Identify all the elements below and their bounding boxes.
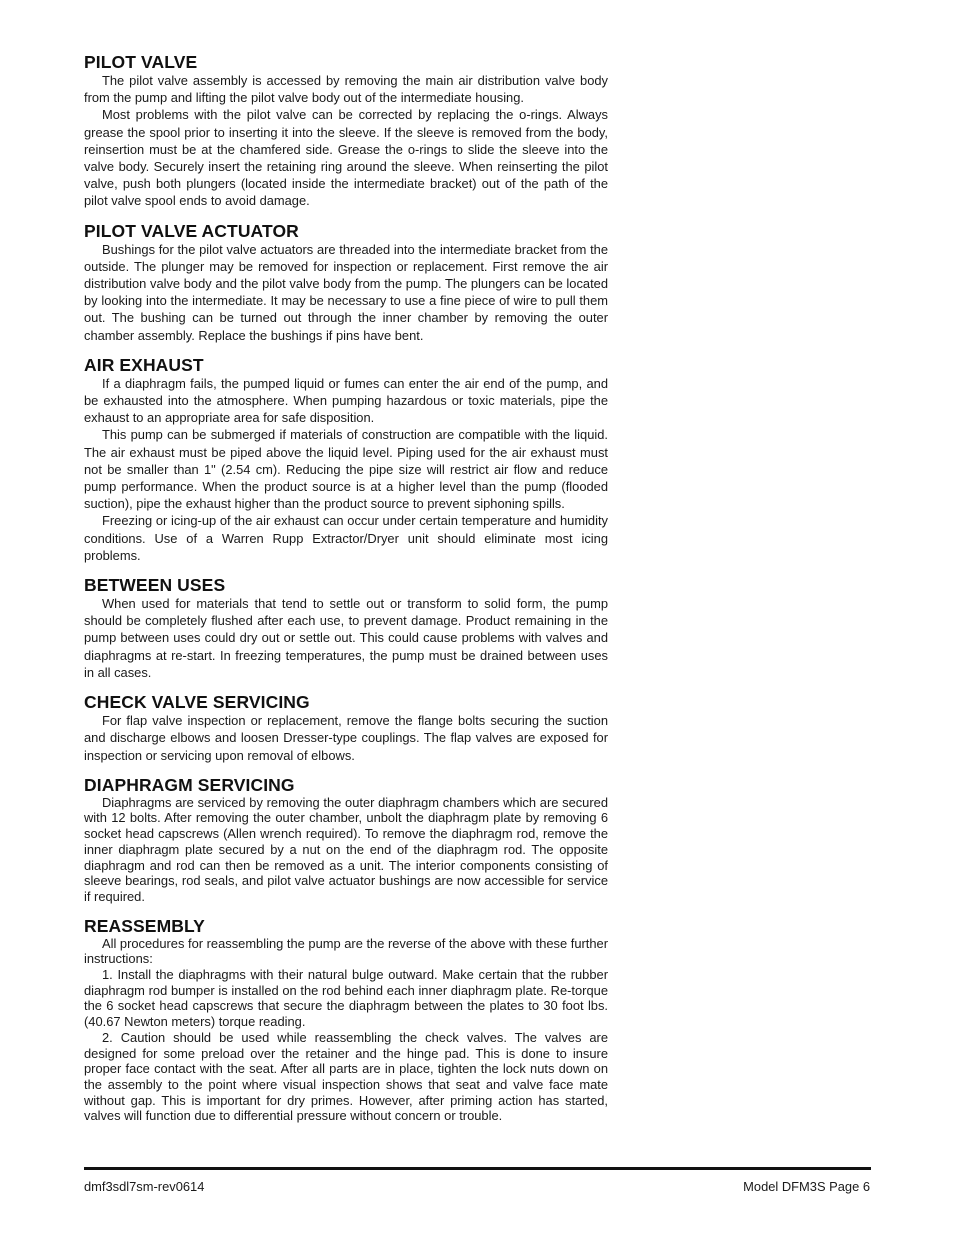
section-heading: AIR EXHAUST xyxy=(84,354,204,375)
section-between-uses xyxy=(84,575,608,681)
paragraph: 1. Install the diaphragms with their natural bulge outward. Make certain that the rubber diaphragm rod bumper is installed on the rod behind each inner diaphragm plate. Re-torque the 6 socket head capscrews that secure the diaphragm between the plates to 30 foot lbs. (40.67 Newton meters) torque reading. xyxy=(84,967,608,1030)
section-diaphragm-servicing xyxy=(84,775,608,905)
paragraph: Freezing or icing-up of the air exhaust can occur under certain temperature and humidity conditions. Use of a Warren Rupp Extractor/Dryer unit should eliminate most icing problems. xyxy=(84,513,608,563)
section-heading: REASSEMBLY xyxy=(84,915,205,936)
section-heading: PILOT VALVE ACTUATOR xyxy=(84,220,299,241)
paragraph: All procedures for reassembling the pump are the reverse of the above with these further instructions: xyxy=(84,935,608,967)
section-heading: CHECK VALVE SERVICING xyxy=(84,692,310,713)
footer-page-label: Model DFM3S Page 6 xyxy=(743,1179,870,1194)
paragraph: Most problems with the pilot valve can be corrected by replacing the o-rings. Always grease the spool prior to inserting it into the sleeve. If the sleeve is removed from the body, reinsertion must be at the chamfered side. Grease the o-rings to slide the sleeve into the valve body. Securely insert the retaining ring around the sleeve. When reinserting the pilot valve, push both plungers (located inside the intermediate bracket) out of the path of the pilot valve spool ends to avoid damage. xyxy=(84,107,608,209)
section-reassembly xyxy=(84,916,608,1124)
text-column xyxy=(84,52,608,1135)
paragraph: For flap valve inspection or replacement, remove the flange bolts securing the suction and discharge elbows and loosen Dresser-type couplings. The flap valves are exposed for inspection or servicing upon removal of elbows. xyxy=(84,713,608,763)
section-heading: BETWEEN USES xyxy=(84,575,226,596)
section-heading: DIAPHRAGM SERVICING xyxy=(84,774,295,795)
paragraph: The pilot valve assembly is accessed by removing the main air distribution valve body from the pump and lifting the pilot valve body out of the intermediate housing. xyxy=(84,73,608,106)
paragraph: This pump can be submerged if materials of construction are compatible with the liquid. The air exhaust must be piped above the liquid level. Piping used for the air exhaust must not be smaller than 1" (2.54 cm). Reducing the pipe size will restrict air flow and reduce pump performance. When the product source is at a higher level than the pump (flooded suction), pipe the exhaust higher than the product source to prevent siphoning spills. xyxy=(84,427,608,512)
section-pilot-valve-actuator xyxy=(84,221,608,344)
paragraph: Diaphragms are serviced by removing the outer diaphragm chambers which are secured with 12 bolts. After removing the outer chamber, unbolt the diaphragm plate by removing 6 socket head capscrews (Allen wrench required). To remove the diaphragm rod, remove the inner diaphragm plate secured by a nut on the end of the diaphragm rod. The opposite diaphragm and rod can then be removed as a unit. The interior components consisting of sleeve bearings, rod seals, and pilot valve actuator bushings are now accessible for service if required. xyxy=(84,794,608,904)
paragraph: Bushings for the pilot valve actuators are threaded into the intermediate bracket from the outside. The plunger may be removed for inspection or replacement. First remove the air distribution valve body and the pilot valve body from the pump. The plungers can be located by looking into the intermediate. It may be necessary to use a fine piece of wire to pull them out. The bushing can be turned out through the inner chamber by removing the outer chamber assembly. Replace the bushings if pins have bent. xyxy=(84,241,608,343)
paragraph: If a diaphragm fails, the pumped liquid or fumes can enter the air end of the pump, and be exhausted into the atmosphere. When pumping hazardous or toxic materials, pipe the exhaust to an appropriate area for safe disposition. xyxy=(84,375,608,426)
paragraph: When used for materials that tend to settle out or transform to solid form, the pump should be completely flushed after each use, to prevent damage. Product remaining in the pump between uses could dry out or settle out. This could cause problems with valves and diaphragms at re-start. In freezing temperatures, the pump must be drained between uses in all cases. xyxy=(84,596,608,680)
section-air-exhaust xyxy=(84,355,608,564)
footer-rule xyxy=(84,1167,871,1170)
footer-document-code: dmf3sdl7sm-rev0614 xyxy=(84,1179,205,1194)
section-heading: PILOT VALVE xyxy=(84,52,198,72)
section-check-valve-servicing xyxy=(84,692,608,764)
section-pilot-valve xyxy=(84,52,608,210)
paragraph: 2. Caution should be used while reassembling the check valves. The valves are designed for some preload over the retainer and the hinge pad. This is done to insure proper face contact with the seat. After all parts are in place, tighten the lock nuts down on the assembly to the point where visual inspection shows that seat and valve face mate without gap. This is important for dry primes. However, after priming action has started, valves will function due to differential pressure without concern or trouble. xyxy=(84,1029,608,1124)
